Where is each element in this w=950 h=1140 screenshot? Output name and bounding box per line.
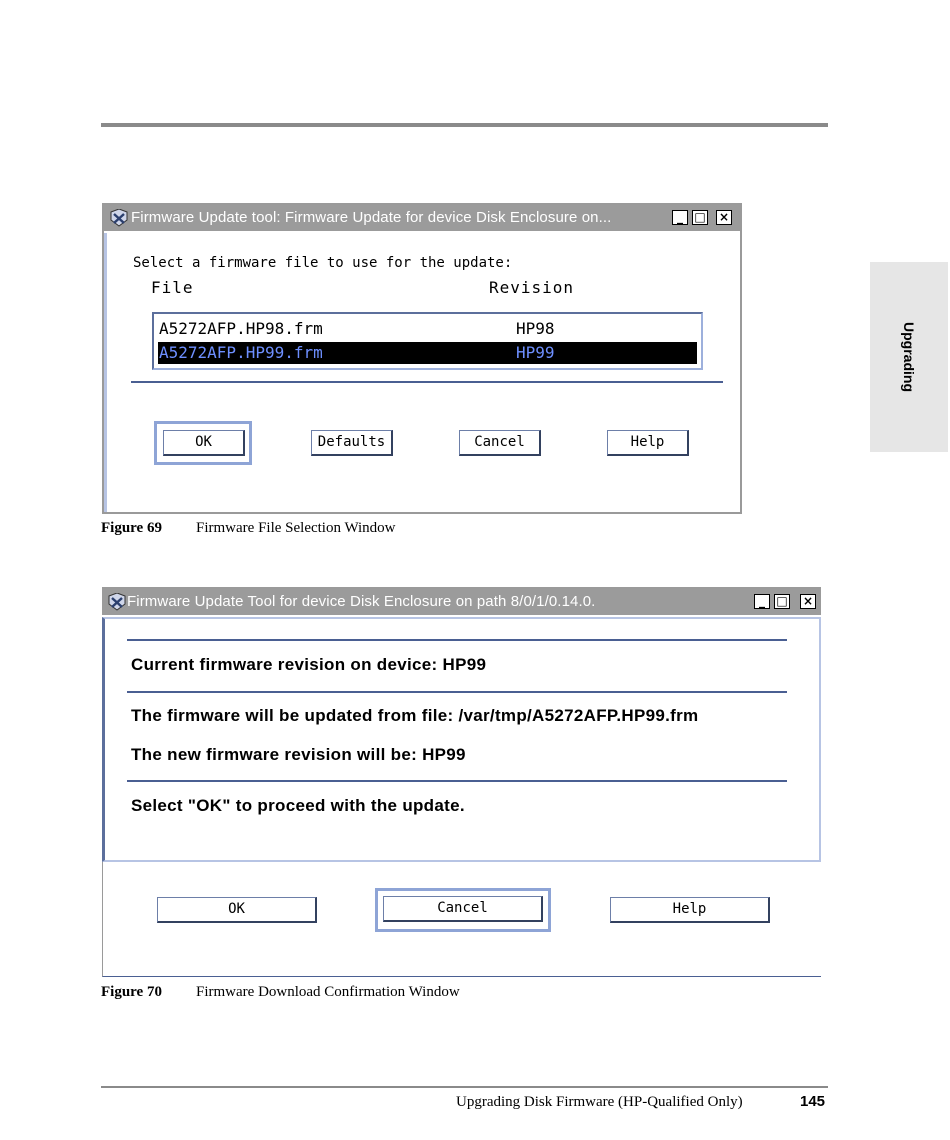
list-item-selected[interactable] <box>158 342 697 364</box>
window-title: Firmware Update tool: Firmware Update for device Disk Enclosure on... <box>131 209 612 226</box>
firmware-file-selection-window <box>102 203 742 514</box>
caption-label: Figure 70 <box>101 984 162 1000</box>
app-x-icon <box>110 209 128 227</box>
header-rule <box>101 123 828 127</box>
cancel-button[interactable]: Cancel <box>459 430 541 456</box>
app-x-icon <box>108 593 126 611</box>
caption-text: Firmware File Selection Window <box>196 520 396 536</box>
side-tab-label: Upgrading <box>901 322 917 392</box>
new-revision-text: The new firmware revision will be: HP99 <box>131 745 466 764</box>
ok-button[interactable]: OK <box>157 897 317 923</box>
maximize-button[interactable]: □ <box>774 594 790 609</box>
column-header-file[interactable]: File <box>151 278 194 297</box>
caption-label: Figure 69 <box>101 520 162 536</box>
file-name: A5272AFP.HP98.frm <box>159 319 323 338</box>
update-file-text: The firmware will be updated from file: /var/tmp/A5272AFP.HP99.frm <box>131 706 699 725</box>
separator <box>127 780 787 782</box>
close-button[interactable]: × <box>800 594 816 609</box>
help-button[interactable]: Help <box>607 430 689 456</box>
current-revision-text: Current firmware revision on device: HP99 <box>131 655 487 674</box>
close-button[interactable]: × <box>716 210 732 225</box>
file-revision: HP99 <box>516 343 555 362</box>
maximize-button[interactable]: □ <box>692 210 708 225</box>
firmware-file-list[interactable] <box>152 312 703 370</box>
minimize-button[interactable]: _ <box>754 594 770 609</box>
footer-rule <box>101 1086 828 1088</box>
cancel-button[interactable]: Cancel <box>383 896 543 922</box>
page-number: 145 <box>800 1093 826 1110</box>
file-revision: HP98 <box>516 319 555 338</box>
minimize-button[interactable]: _ <box>672 210 688 225</box>
footer-text: Upgrading Disk Firmware (HP-Qualified Only) <box>456 1094 743 1110</box>
dialog-body <box>104 233 740 512</box>
figure-69-caption <box>101 520 396 537</box>
separator <box>127 691 787 693</box>
defaults-button[interactable]: Defaults <box>311 430 393 456</box>
prompt-text: Select a firmware file to use for the update: <box>133 255 513 271</box>
title-bar[interactable] <box>102 589 821 615</box>
separator <box>131 381 723 383</box>
title-bar[interactable] <box>104 205 740 231</box>
separator <box>127 639 787 641</box>
window-title: Firmware Update Tool for device Disk Enclosure on path 8/0/1/0.14.0. <box>127 593 596 610</box>
side-tab <box>870 262 948 452</box>
button-area <box>102 862 821 977</box>
proceed-instruction-text: Select "OK" to proceed with the update. <box>131 796 465 815</box>
help-button[interactable]: Help <box>610 897 770 923</box>
column-header-revision[interactable]: Revision <box>489 278 575 297</box>
ok-button[interactable]: OK <box>163 430 245 456</box>
file-name: A5272AFP.HP99.frm <box>159 343 323 362</box>
message-panel <box>102 617 821 862</box>
caption-text: Firmware Download Confirmation Window <box>196 984 460 1000</box>
list-item[interactable] <box>158 318 697 340</box>
firmware-download-confirmation-window <box>102 587 821 977</box>
figure-70-caption <box>101 984 460 1001</box>
